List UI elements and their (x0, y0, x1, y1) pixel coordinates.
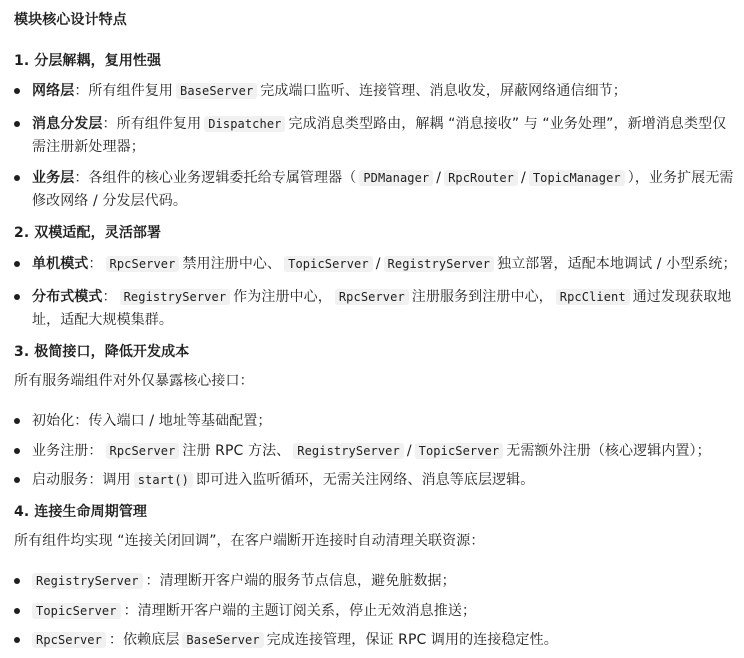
bullet-dot (14, 448, 20, 454)
list-item-start-service (32, 470, 534, 490)
inline-code: BaseServer (182, 632, 263, 648)
item-label: 单机模式 (32, 256, 89, 272)
bullet-dot (14, 121, 20, 127)
separator: ： (102, 116, 117, 132)
list-item-dispatch-layer-cont: 需注册新处理器； (32, 139, 145, 155)
slash: / (521, 170, 526, 186)
inline-code: RpcServer (106, 443, 180, 459)
item-label: 业务层 (32, 170, 75, 186)
bullet-dot (14, 637, 20, 643)
inline-code: BaseServer (176, 83, 257, 99)
item-text: 即可进入监听循环，无需关注网络、消息等底层逻辑。 (195, 472, 535, 488)
item-text: ），业务扩展无需 (627, 170, 734, 186)
inline-code: TopicServer (415, 443, 504, 459)
separator: ： (74, 83, 89, 99)
item-text: 通过发现获取地 (632, 289, 732, 305)
inline-code: RpcClient (556, 289, 630, 305)
inline-code: RegistryServer (293, 443, 404, 459)
bullet-dot (14, 261, 20, 267)
slash: / (406, 443, 412, 459)
item-text: 完成连接管理，保证 RPC 调用的连接稳定性。 (266, 632, 558, 648)
inline-code: RpcServer (106, 256, 180, 272)
list-item-standalone-mode (32, 254, 737, 274)
inline-code: PDManager (359, 170, 433, 186)
inline-code: RegistryServer (384, 256, 495, 272)
list-item-distributed-mode-cont: 址，适配大规模集群。 (32, 312, 173, 328)
inline-code: RpcRouter (444, 170, 518, 186)
item-text: 注册 RPC 方法、 (182, 443, 291, 459)
section-3-intro: 所有服务端组件对外仅暴露核心接口： (14, 373, 254, 389)
inline-code: TopicServer (32, 603, 121, 619)
item-text: 所有组件复用 (88, 83, 174, 99)
list-item-business-register (32, 441, 711, 461)
item-text: ：依赖底层 (108, 632, 180, 648)
section-2-heading: 2. 双模适配，灵活部署 (14, 225, 162, 241)
list-item-business-layer (32, 168, 734, 188)
item-text: 注册服务到注册中心， (411, 289, 553, 305)
section-3-heading: 3. 极简接口，降低开发成本 (14, 344, 190, 360)
inline-code: TopicServer (284, 256, 373, 272)
item-text: 作为注册中心， (233, 289, 332, 305)
item-text: 完成消息类型路由，解耦 “消息接收” 与 “业务处理”，新增消息类型仅 (288, 116, 727, 132)
inline-code: RpcServer (335, 289, 409, 305)
list-item-topic-server (32, 601, 476, 621)
item-label: 消息分发层 (32, 116, 103, 132)
list-item-rpc-server (32, 630, 558, 650)
inline-code: RegistryServer (32, 573, 143, 589)
list-item-business-layer-cont: 修改网络 / 分发层代码。 (32, 193, 187, 209)
item-text: 无需额外注册（核心逻辑内置）； (506, 443, 711, 459)
item-label: 网络层 (32, 83, 75, 99)
inline-code: TopicManager (529, 170, 625, 186)
list-item-network-layer (32, 81, 627, 101)
section-1-heading: 1. 分层解耦，复用性强 (14, 53, 162, 69)
bullet-dot (14, 418, 20, 424)
inline-code: RpcServer (32, 632, 106, 648)
inline-code: RegistryServer (120, 289, 231, 305)
bullet-dot (14, 578, 20, 584)
list-item-distributed-mode (32, 287, 731, 307)
item-text: 所有组件复用 (116, 116, 202, 132)
slash: / (375, 256, 381, 272)
item-text: 各组件的核心业务逻辑委托给专属管理器（ (88, 170, 357, 186)
list-item-init: 初始化：传入端口 / 地址等基础配置； (32, 413, 272, 429)
section-4-intro: 所有组件均实现 “连接关闭回调”，在客户端断开连接时自动清理关联资源： (14, 533, 485, 549)
inline-code: Dispatcher (204, 116, 285, 132)
item-text: ：清理断开客户端的主题订阅关系，停止无效消息推送； (123, 603, 477, 619)
item-label: 分布式模式 (32, 289, 103, 305)
item-text: 业务注册： (32, 443, 103, 459)
bullet-dot (14, 294, 20, 300)
bullet-dot (14, 88, 20, 94)
item-text: ：清理断开客户端的服务节点信息，避免脏数据； (145, 573, 456, 589)
item-text: 独立部署，适配本地调试 / 小型系统； (497, 256, 737, 272)
inline-code: start() (134, 472, 193, 488)
bullet-dot (14, 175, 20, 181)
list-item-dispatch-layer (32, 114, 726, 134)
separator: ： (102, 289, 117, 305)
item-text: 完成端口监听、连接管理、消息收发，屏蔽网络通信细节； (260, 83, 627, 99)
bullet-dot (14, 477, 20, 483)
separator: ： (88, 256, 103, 272)
item-text: 禁用注册中心、 (182, 256, 282, 272)
item-text: 启动服务：调用 (32, 472, 131, 488)
slash: / (436, 170, 442, 186)
separator: ： (74, 170, 89, 186)
list-item-registry-server (32, 571, 456, 591)
bullet-dot (14, 608, 20, 614)
document-title: 模块核心设计特点 (14, 12, 127, 28)
section-4-heading: 4. 连接生命周期管理 (14, 504, 148, 520)
